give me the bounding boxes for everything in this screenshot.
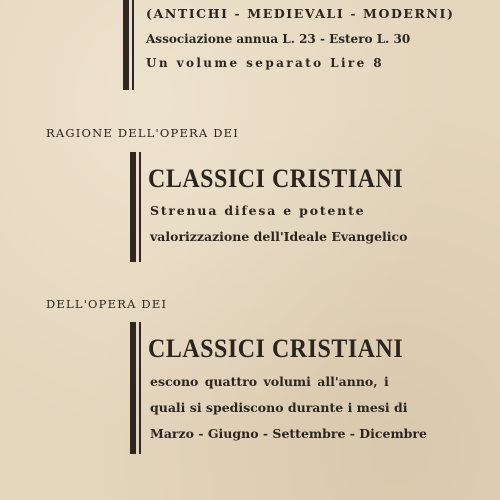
section1-single-volume: Un volume separato Lire 8	[146, 56, 384, 70]
section3-line2: quali si spediscono durante i mesi di	[150, 400, 408, 415]
section3-line1: escono quattro volumi all'anno, i	[150, 374, 389, 389]
section2-line1: Strenua difesa e potente	[150, 203, 366, 218]
section2-title: CLASSICI CRISTIANI	[148, 164, 404, 193]
section1-bar-thick	[123, 0, 129, 90]
section3-bar-thin	[139, 322, 141, 454]
section2-bar-thick	[130, 152, 136, 262]
section1-subscription: Associazione annua L. 23 - Estero L. 30	[146, 32, 411, 46]
section3-bar-thick	[130, 322, 136, 454]
section3-line3: Marzo - Giugno - Settembre - Dicembre	[150, 426, 427, 441]
section2-heading: RAGIONE DELL'OPERA DEI	[46, 126, 240, 140]
section2-line2: valorizzazione dell'Ideale Evangelico	[150, 229, 408, 244]
section1-categories: (ANTICHI - MEDIEVALI - MODERNI)	[146, 6, 455, 21]
section3-heading: DELL'OPERA DEI	[46, 297, 168, 311]
section1-bar-thin	[132, 0, 134, 90]
section2-bar-thin	[139, 152, 141, 262]
section3-title: CLASSICI CRISTIANI	[148, 334, 404, 363]
